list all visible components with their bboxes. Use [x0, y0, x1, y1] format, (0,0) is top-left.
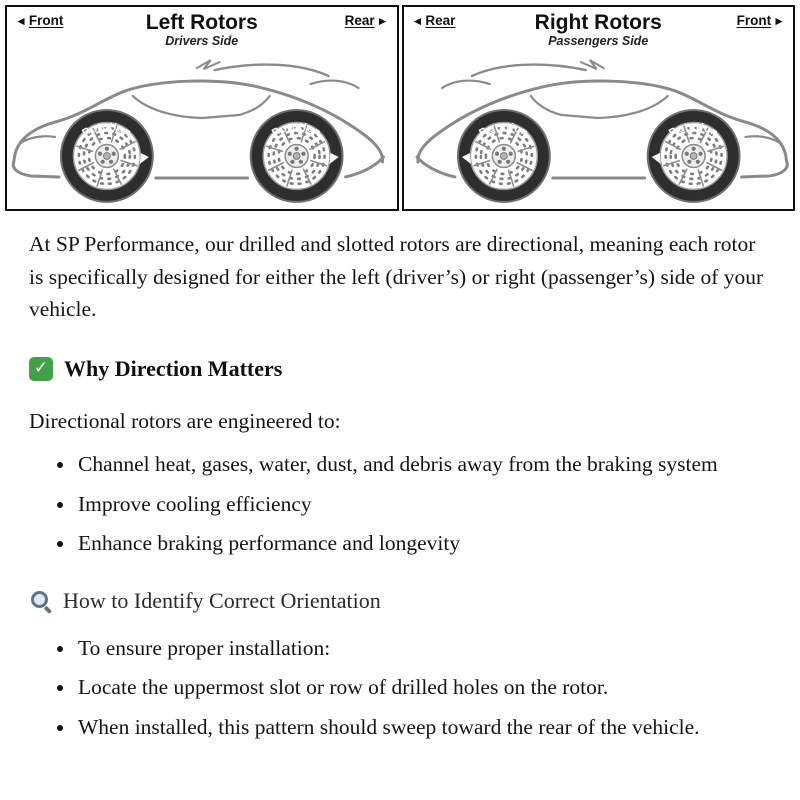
- rotor-direction-diagram: [5, 5, 795, 211]
- heading-text: Why Direction Matters: [64, 356, 283, 382]
- rotation-label: Rotation: [80, 121, 134, 140]
- bullet-item: • To ensure proper installation:: [76, 632, 767, 665]
- left-car-illustration: [7, 56, 397, 208]
- direction-benefits-list: [29, 448, 767, 560]
- direction-text: Rear: [425, 13, 456, 28]
- left-rotors-panel: [5, 5, 399, 211]
- left-arrow-icon: ◄: [411, 13, 424, 28]
- check-mark-icon: ✓: [29, 357, 53, 381]
- intro-paragraph: At SP Performance, our drilled and slotted rotors are directional, meaning each rotor is specifically designed for either the left (driver’s) or right (passenger’s) side of your vehicle.: [29, 232, 764, 322]
- bullet-item: • Enhance braking performance and longevity: [76, 527, 767, 560]
- right-panel-titles: [404, 10, 794, 48]
- rear-direction-label: [412, 13, 456, 28]
- right-arrow-icon: ►: [773, 13, 785, 28]
- bullet-item: • Channel heat, gases, water, dust, and debris away from the braking system: [76, 448, 767, 481]
- panel-title: Left Rotors: [145, 11, 258, 34]
- heading-text: How to Identify Correct Orientation: [63, 588, 381, 614]
- rotation-label: Rotation: [477, 121, 530, 140]
- front-direction-label: [15, 13, 63, 28]
- bullet-item: • Improve cooling efficiency: [76, 488, 767, 521]
- rotation-label: Rotation: [270, 121, 323, 140]
- rear-direction-label: [345, 13, 389, 28]
- panel-title: Right Rotors: [534, 11, 662, 34]
- rotation-label: Rotation: [666, 121, 720, 140]
- direction-text: Front: [736, 13, 772, 28]
- magnifier-icon: [29, 589, 52, 612]
- right-panel-header: [404, 10, 794, 56]
- panel-subtitle: Passengers Side: [548, 34, 649, 49]
- front-direction-label: [737, 13, 785, 28]
- article-content: [5, 211, 795, 744]
- orientation-steps-list: [29, 632, 767, 744]
- why-direction-matters-heading: [29, 352, 767, 385]
- left-panel-titles: [7, 10, 397, 48]
- bullet-item: • Locate the uppermost slot or row of drilled holes on the rotor.: [76, 671, 767, 704]
- lead-paragraph: Directional rotors are engineered to:: [29, 409, 341, 434]
- right-arrow-icon: ►: [376, 13, 389, 28]
- panel-subtitle: Drivers Side: [165, 34, 239, 49]
- bullet-item: • When installed, this pattern should sweep toward the rear of the vehicle.: [76, 711, 767, 744]
- direction-text: Front: [28, 13, 64, 28]
- right-rotors-panel: [402, 5, 796, 211]
- identify-orientation-heading: [29, 584, 767, 617]
- direction-text: Rear: [344, 13, 375, 28]
- right-car-illustration: [404, 56, 794, 208]
- left-arrow-icon: ◄: [15, 13, 27, 28]
- left-panel-header: [7, 10, 397, 56]
